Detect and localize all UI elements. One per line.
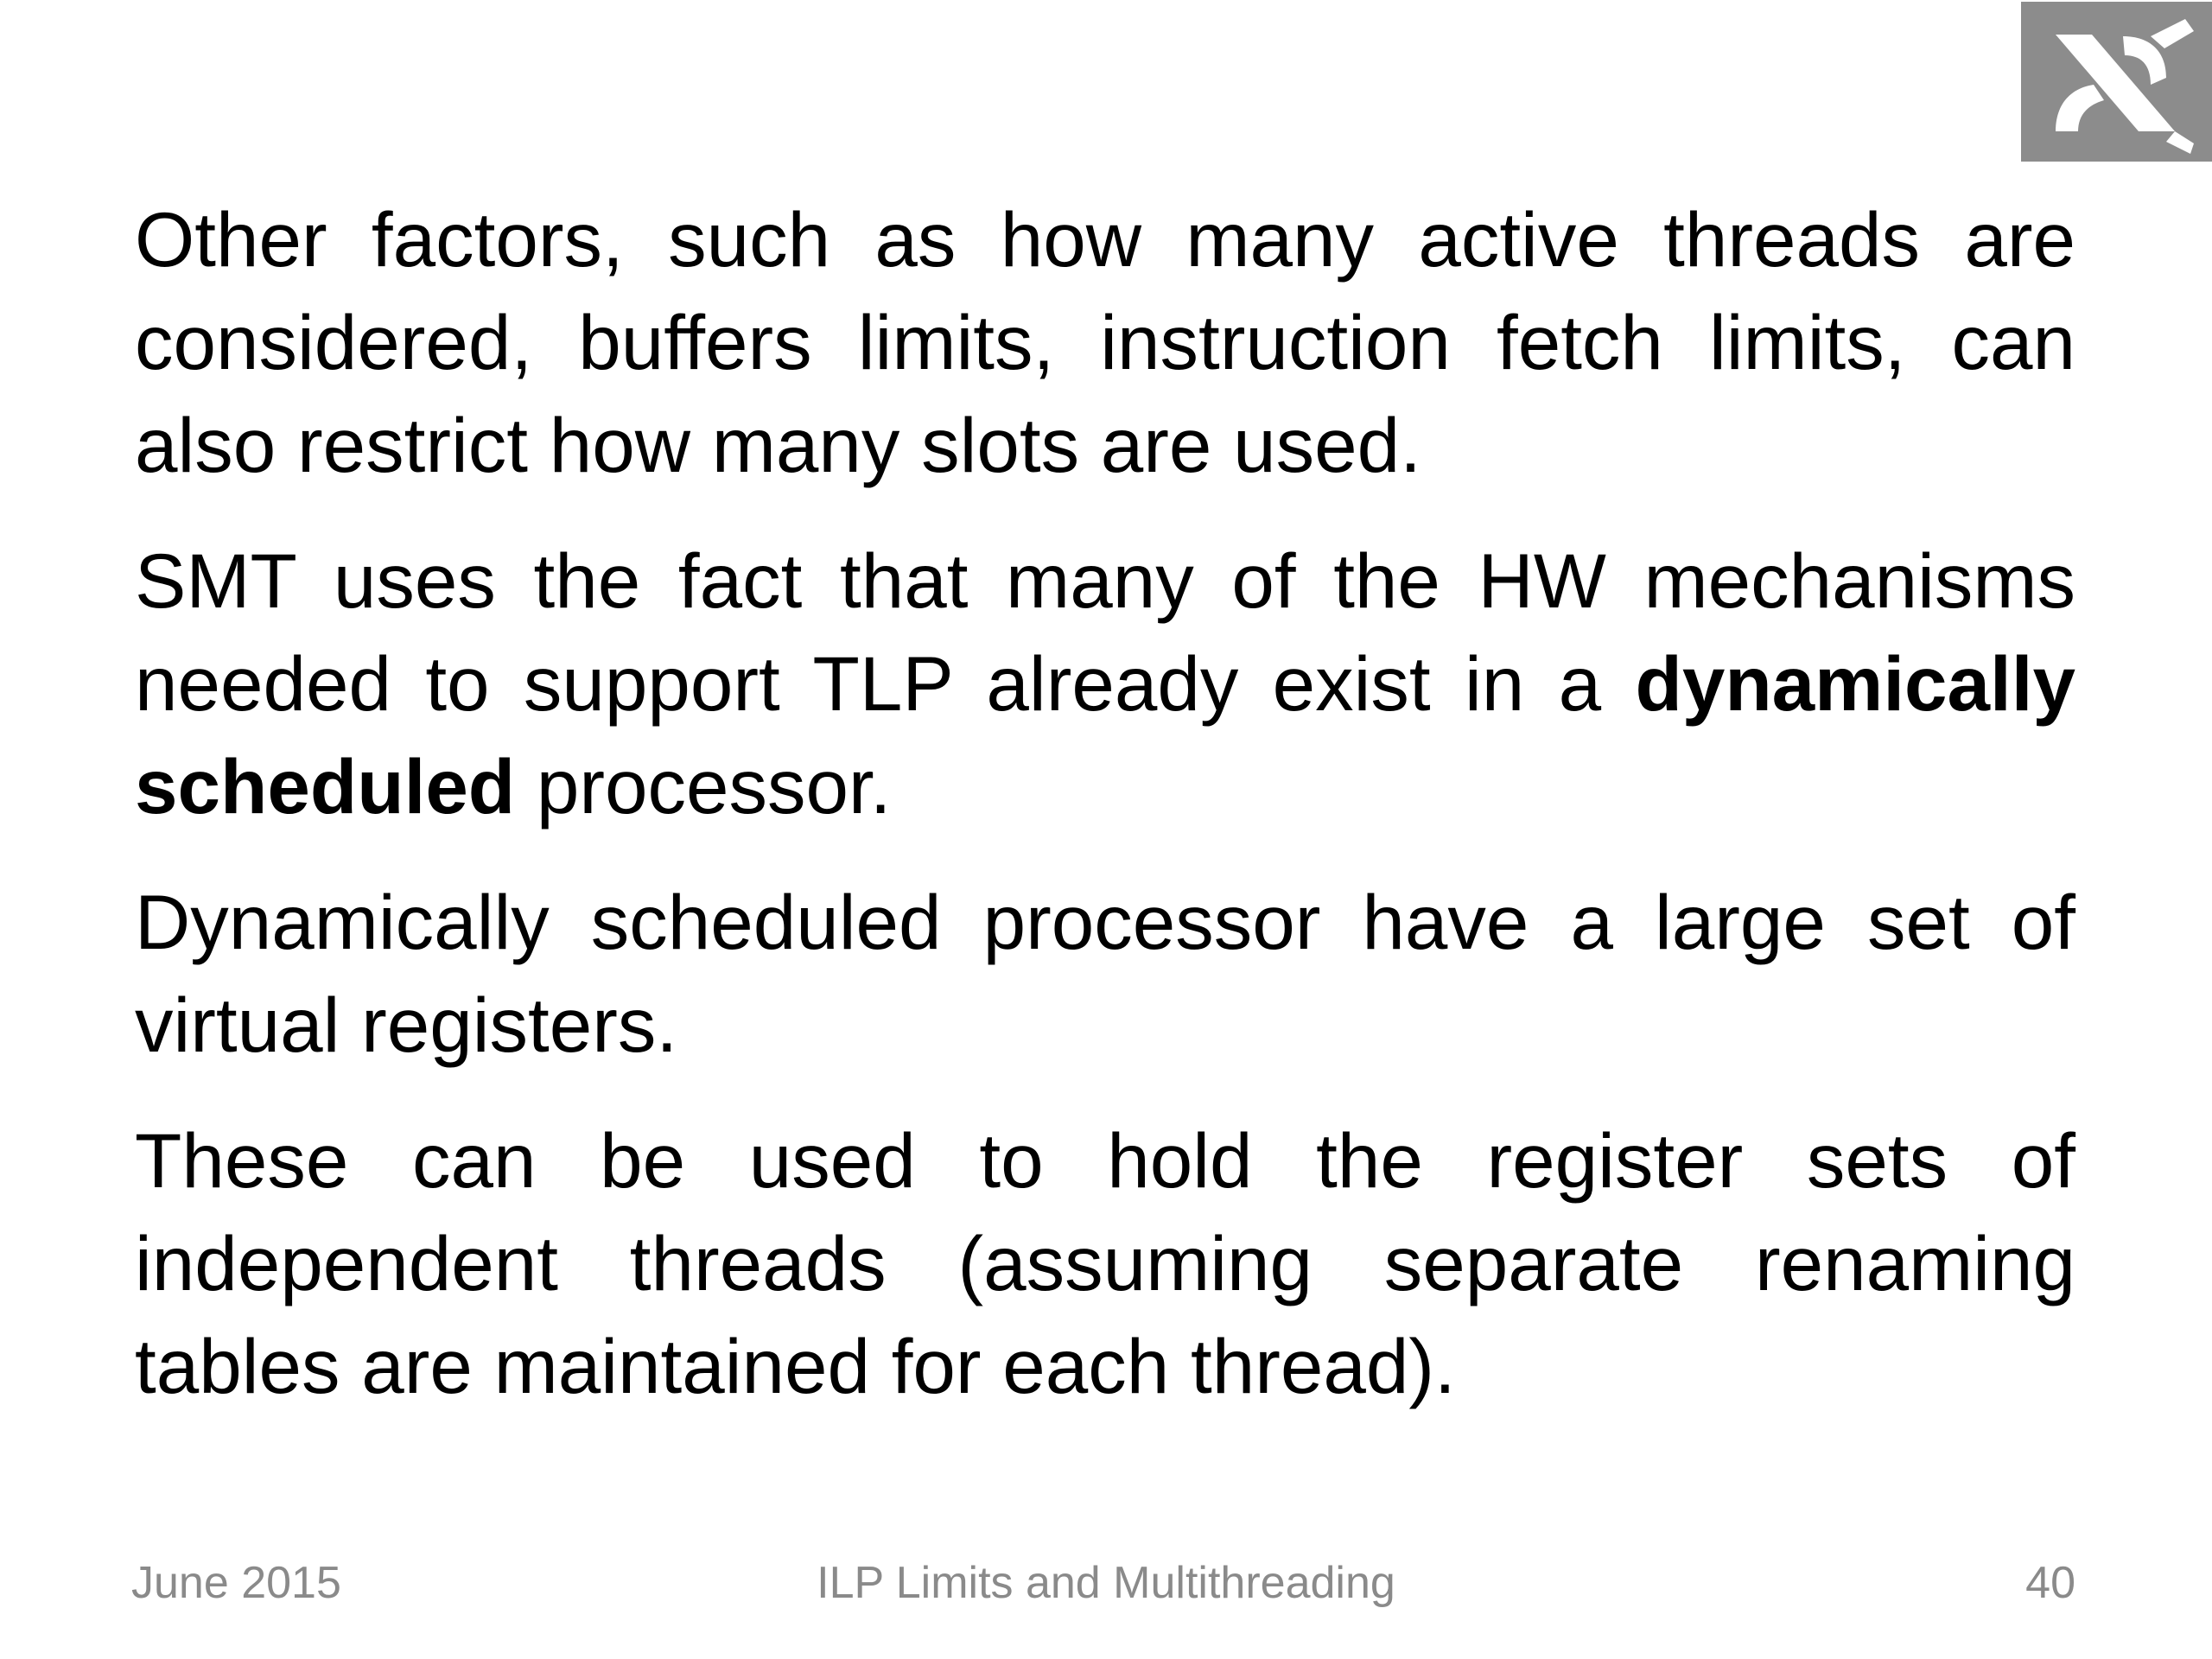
paragraph-other-factors bbox=[135, 188, 2075, 497]
slide-body bbox=[135, 188, 2075, 1451]
bold-term: dynamically scheduled bbox=[135, 640, 2075, 830]
paragraph-register-sets bbox=[135, 1109, 2075, 1418]
aleph-logo-icon bbox=[2021, 2, 2212, 162]
paragraph-text: These can be used to hold the register sets of independent threads (assuming separate renaming tables are maintained for each thread). bbox=[135, 1117, 2075, 1409]
footer-date: June 2015 bbox=[131, 1558, 341, 1608]
paragraph-text: processor. bbox=[515, 743, 892, 830]
footer-title: ILP Limits and Multithreading bbox=[817, 1558, 1395, 1608]
paragraph-text: Other factors, such as how many active threads are considered, buffers limits, instruction fetch limits, can also restrict how many slots are used. bbox=[135, 196, 2075, 488]
paragraph-smt-mechanisms bbox=[135, 530, 2075, 838]
paragraph-text: SMT uses the fact that many of the HW mechanisms needed to support TLP already exist in a bbox=[135, 537, 2075, 727]
footer-page-number: 40 bbox=[2025, 1558, 2075, 1608]
paragraph-text: Dynamically scheduled processor have a large set of virtual registers. bbox=[135, 879, 2075, 1068]
paragraph-virtual-registers bbox=[135, 871, 2075, 1077]
